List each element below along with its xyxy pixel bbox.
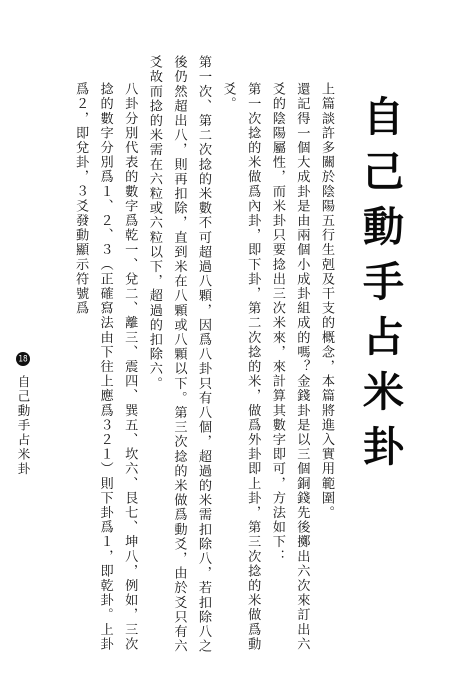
paragraph-method: 還記得一個大成卦是由兩個小成卦組成的嗎？金錢卦是以三個銅錢先後擲出六次來訂出六爻的陰陽屬性，而米卦只要捻出三次米來，來計算其數字即可，方法如下： — [269, 82, 310, 652]
page-title: 自己動手占米卦 — [356, 95, 404, 480]
paragraph-rules: 第一次、第二次捻的米數不可超過八顆，因爲八卦只有八個，超過的米需扣除八，若扣除八之後仍然超出八，則再扣除，直到米在八顆或八顆以下。第三次捻的米做爲動爻，由於爻只有六爻故而捻的米需在六粒或六粒以下，超過的扣除六。 — [146, 55, 212, 654]
running-header-title: 自己動手占米卦 — [16, 374, 31, 477]
paragraph-intro: 上篇談許多關於陰陽五行生剋及干支的概念，本篇將進入實用範圍。 — [319, 82, 334, 520]
article-body — [73, 55, 338, 660]
paragraph-steps: 第一次捻的米做爲內卦，即下卦，第二次捻的米，做爲外卦即上卦，第三次捻的米做爲動爻。 — [220, 82, 261, 652]
page-number-badge: 18 — [16, 352, 30, 366]
paragraph-example: 八卦分別代表的數字爲乾一、兌二、離三、震四、巽五、坎六、艮七、坤八，例如，三次捻的數字分別爲１、２、３（正確寫法由下往上應爲３２１）則下卦爲１，即乾卦。上卦爲２，即兌卦，３爻發動顯示符號爲 — [73, 82, 138, 652]
running-header — [14, 352, 32, 476]
